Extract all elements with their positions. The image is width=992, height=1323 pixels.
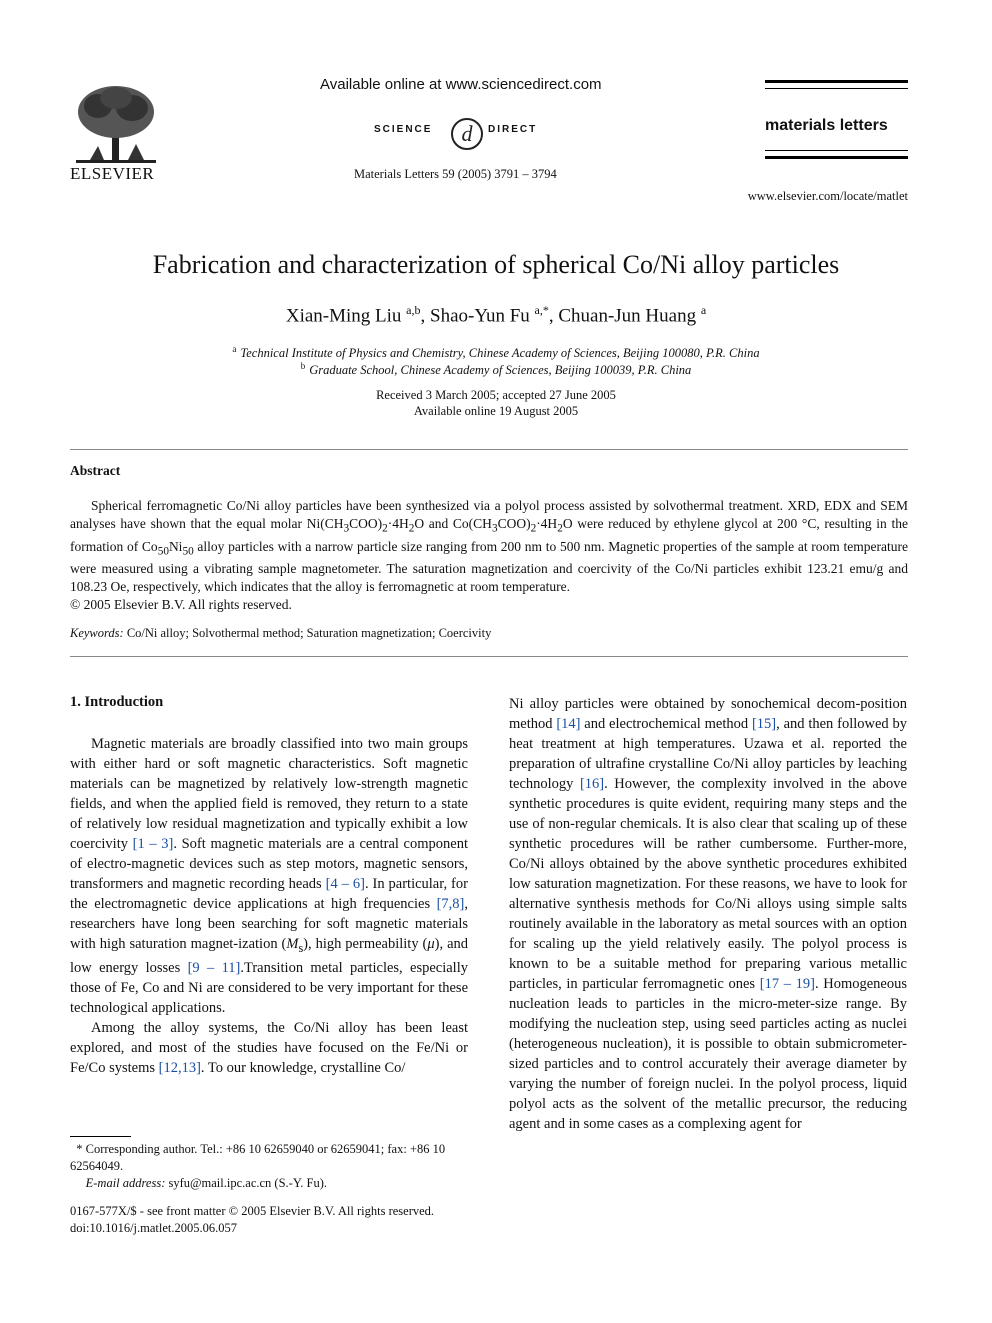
affiliation-text: Graduate School, Chinese Academy of Sciences, Beijing 100039, P.R. China <box>309 363 692 378</box>
sciencedirect-logo <box>370 114 556 154</box>
citation-link[interactable]: [17 – 19] <box>759 976 815 992</box>
sciencedirect-d-icon <box>450 114 484 154</box>
citation-link[interactable]: [12,13] <box>158 1059 201 1076</box>
abstract-heading: Abstract <box>70 463 121 478</box>
author-affiliation-mark[interactable]: a <box>700 303 707 317</box>
citation-link[interactable]: [14] <box>556 716 581 732</box>
affiliation <box>0 361 992 378</box>
keywords <box>70 626 491 641</box>
journal-citation: Materials Letters 59 (2005) 3791 – 3794 <box>354 167 557 181</box>
paragraph: Magnetic materials are broadly classified into two main groups with either hard or soft magnetic characteristics. Soft magnetic materials can be magnetized by relatively low-strength magnetic fields, and when the applied field is removed, they return to a state of relatively low residual magnetization and typically exhibit a low coercivity [1 – 3]. Soft magnetic materials are a central component of electro-magnetic devices such as step motors, magnetic sensors, transformers and magnetic recording heads [4 – 6]. In particular, for the electromagnetic device applications at high frequencies [7,8], researchers have long been searching for soft magnetic materials with high saturation magnet-ization $(M_s)$, high permeability (μ), and low energy losses [9 – 11].Transition metal particles, especially those of Fe, Co and Ni are considered to be very important for these technological applications. <box>70 736 469 1016</box>
available-online-text: Available online at www.sciencedirect.com <box>320 76 602 93</box>
online-date: Available online 19 August 2005 <box>413 404 579 418</box>
affiliation-text: Technical Institute of Physics and Chemistry, Chinese Academy of Sciences, Beijing 100080, P.R. China <box>240 346 760 361</box>
journal-rule <box>765 80 908 83</box>
email-link[interactable]: syfu@mail.ipc.ac.cn (S.-Y. Fu). <box>168 1176 327 1190</box>
author-affiliation-mark[interactable]: a,b <box>406 303 421 317</box>
footnotes <box>70 1141 468 1192</box>
paragraph: Among the alloy systems, the Co/Ni alloy has been least explored, and most of the studies have focused on the Fe/Ni or Fe/Co systems [12,13]. To our knowledge, crystalline Co/ <box>70 1019 468 1076</box>
citation-link[interactable]: [9 – 11] <box>187 959 241 976</box>
front-matter <box>70 1203 434 1237</box>
author-list: Xian-Ming Liu $^{a,b}$, Shao-Yun Fu $^{a,*}$, Chuan-Jun Huang $^a$ <box>285 303 707 327</box>
divider <box>70 656 908 657</box>
journal-url-link[interactable]: www.elsevier.com/locate/matlet <box>747 189 908 203</box>
citation-link[interactable]: [15] <box>751 716 777 732</box>
keywords-label: Keywords: <box>70 626 124 640</box>
citation-link[interactable]: [16] <box>579 776 605 792</box>
right-column <box>509 694 907 1134</box>
publisher-name: ELSEVIER <box>70 164 155 183</box>
copyright-line: © 2005 Elsevier B.V. All rights reserved. <box>70 597 292 613</box>
doi-line[interactable]: doi:10.1016/j.matlet.2005.06.057 <box>70 1221 238 1235</box>
issn-line: 0167-577X/$ - see front matter © 2005 Elsevier B.V. All rights reserved. <box>70 1204 435 1218</box>
citation-link[interactable]: [7,8] <box>436 896 465 912</box>
affiliation <box>0 344 992 361</box>
journal-rule <box>765 156 908 159</box>
received-dates: Received 3 March 2005; accepted 27 June 2005 <box>376 388 616 402</box>
sd-right-text: DIRECT <box>488 124 538 135</box>
journal-name: materials letters <box>765 117 888 134</box>
paragraph: Ni alloy particles were obtained by sonochemical decom-position method [14] and electrochemical method [15], and then followed by heat treatment at high temperatures. Uzawa et al. reported the preparation of ultrafine crystalline Co/Ni alloy particles by leaching technology [16]. However, the complexity involved in the above synthetic procedures is quite evident, requiring many steps and the use of non-regular chemicals. It is also clear that scaling up of these synthetic procedures will be rather cumbersome. Further-more, Co/Ni alloys obtained by the above synthetic procedures exhibited low saturation magnetization. For these reasons, we have to look for alternative synthesis methods for Co/Ni alloys using simple salts routinely available in the laboratory as metal sources with an option for scaling up the yield relatively easily. The polyol process is known to be a suitable method for preparing various metallic particles, in particular ferromagnetic ones [17 – 19]. Homogeneous nucleation leads to particles in the micro-meter-size range. By modifying the nucleation step, using seed particles acting as nuclei (heterogeneous nucleation), it is possible to obtain submicrometer-sized particles and to control accurately their average diameter by varying the number of foreign nuclei. In the polyol process, liquid polyol acts as the solvent of the metallic precursor, the reducing agent and in some cases as a complexing agent for <box>509 696 907 1132</box>
keywords-list: Co/Ni alloy; Solvothermal method; Saturation magnetization; Coercivity <box>126 626 492 640</box>
corresponding-author-note: * Corresponding author. Tel.: +86 10 62659040 or 62659041; fax: +86 10 62564049. <box>70 1142 446 1173</box>
sd-d-mark: d <box>461 121 473 146</box>
author-name: Xian-Ming Liu <box>285 305 402 327</box>
affiliation-mark: a <box>232 344 237 354</box>
sd-left-text: SCIENCE <box>374 124 433 135</box>
journal-rule <box>765 150 908 151</box>
email-note: E-mail address: syfu@mail.ipc.ac.cn (S.-Y. Fu). <box>85 1176 327 1190</box>
author-name: Shao-Yun Fu <box>430 305 530 327</box>
section-heading: 1. Introduction <box>70 694 164 710</box>
journal-rule <box>765 88 908 89</box>
citation-link[interactable]: [1 – 3] <box>132 836 174 852</box>
abstract-text: Spherical ferromagnetic Co/Ni alloy particles have been synthesized via a polyol process assisted by solvothermal treatment. XRD, EDX and SEM analyses have shown that the equal molar $Ni(CH_3COO)_2\cdot 4H_2O$ and $Co(CH_3COO)_2\cdot 4H_2O$ were reduced by ethylene glycol at 200 °C, resulting in the formation of $Co_{50}Ni_{50}$ alloy particles with a narrow particle size ranging from 200 nm to 500 nm. Magnetic properties of the sample at room temperature were measured using a vibrating sample magnetometer. The saturation magnetization and coercivity of the Co/Ni particles exhibit 123.21 emu/g and 108.23 Oe, respectively, which indicates that the alloy is ferromagnetic at room temperature. © 2005 Elsevier B.V. All rights reserved. <box>70 498 908 613</box>
divider <box>70 449 908 450</box>
article-title: Fabrication and characterization of spherical Co/Ni alloy particles <box>152 250 840 279</box>
citation-link[interactable]: [4 – 6] <box>325 876 365 892</box>
left-column <box>70 734 468 1078</box>
author-affiliation-mark[interactable]: a,* <box>534 303 549 317</box>
affiliation-mark: b <box>300 361 306 371</box>
footnote-rule <box>70 1136 131 1137</box>
author-name: Chuan-Jun Huang <box>558 305 697 327</box>
